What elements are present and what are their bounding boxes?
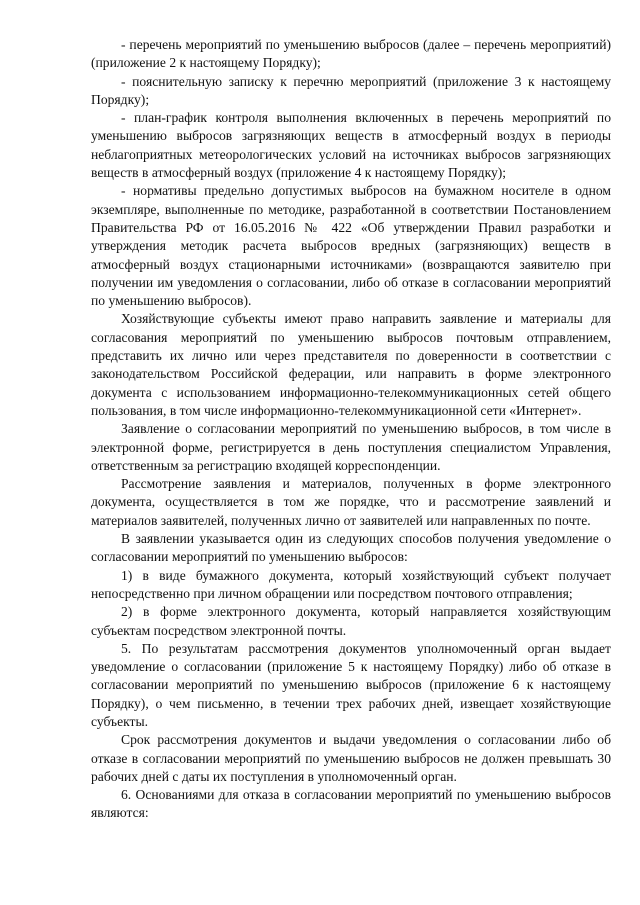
paragraph-review-period: Срок рассмотрения документов и выдачи уведомления о согласовании либо об отказе в согласовании мероприятий по уменьшению выбросов не должен превышать 30 рабочих дней с даты их поступления в уполномоченный орган. [91,732,611,784]
paragraph-section-6: 6. Основаниями для отказа в согласовании мероприятий по уменьшению выбросов являются: [91,787,611,821]
paragraph-submission-rights: Хозяйствующие субъекты имеют право направить заявление и материалы для согласования мероприятий по уменьшению выбросов почтовым отправлением, представить их лично или через представителя по доверенности в соответствии с законодательством Российской федерации, или направить в форме электронного документа с использованием информационно-телекоммуникационных сетей общего пользования, в том числе информационно-телекоммуникационной сети «Интернет». [91,311,611,418]
paragraph-method-paper: 1) в виде бумажного документа, который хозяйствующий субъект получает непосредственно при личном обращении или посредством почтового отправления; [91,567,611,601]
paragraph-list-item-standards: - нормативы предельно допустимых выбросов на бумажном носителе в одном экземпляре, выполненные по методике, разработанной в соответствии Постановлением Правительства РФ от 16.05.2016 № 422 «Об утверждении Правил разработки и утверждения методик расчета выбросов вредных (загрязняющих) веществ в атмосферный воздух стационарными источниками» (возвращаются заявителю при получении им уведомления о согласовании, либо об отказе в согласовании мероприятий по уменьшению выбросов). [91,183,611,309]
paragraph-section-5: 5. По результатам рассмотрения документов уполномоченный орган выдает уведомление о согласовании (приложение 5 к настоящему Порядку) либо об отказе в согласовании мероприятий по уменьшению выбросов (приложение 6 к настоящему Порядку), о чем письменно, в течении трех рабочих дней, извещает хозяйствующие субъекты. [91,640,611,729]
paragraph-list-item-schedule: - план-график контроля выполнения включенных в перечень мероприятий по уменьшению выбросов загрязняющих веществ в атмосферный воздух в периоды неблагоприятных метеорологических условий на источниках выбросов загрязняющих веществ в атмосферный воздух (приложение 4 к настоящему Порядку); [91,110,611,181]
paragraph-registration: Заявление о согласовании мероприятий по уменьшению выбросов, в том числе в электронной форме, регистрируется в день поступления специалистом Управления, ответственным за регистрацию входящей корреспонденции. [91,421,611,473]
paragraph-list-item-explanatory-note: - пояснительную записку к перечню мероприятий (приложение 3 к настоящему Порядку); [91,73,611,107]
document-body [91,36,611,823]
paragraph-electronic-review: Рассмотрение заявления и материалов, полученных в форме электронного документа, осуществляется в том же порядке, что и рассмотрение заявлений и материалов заявителей, полученных лично от заявителей или направленных по почте. [91,476,611,528]
paragraph-list-item-measures: - перечень мероприятий по уменьшению выбросов (далее – перечень мероприятий) (приложение 2 к настоящему Порядку); [91,37,611,71]
paragraph-method-electronic: 2) в форме электронного документа, который направляется хозяйствующим субъектам посредством электронной почты. [91,604,611,638]
paragraph-notification-methods: В заявлении указывается один из следующих способов получения уведомление о согласовании мероприятий по уменьшению выбросов: [91,531,611,565]
